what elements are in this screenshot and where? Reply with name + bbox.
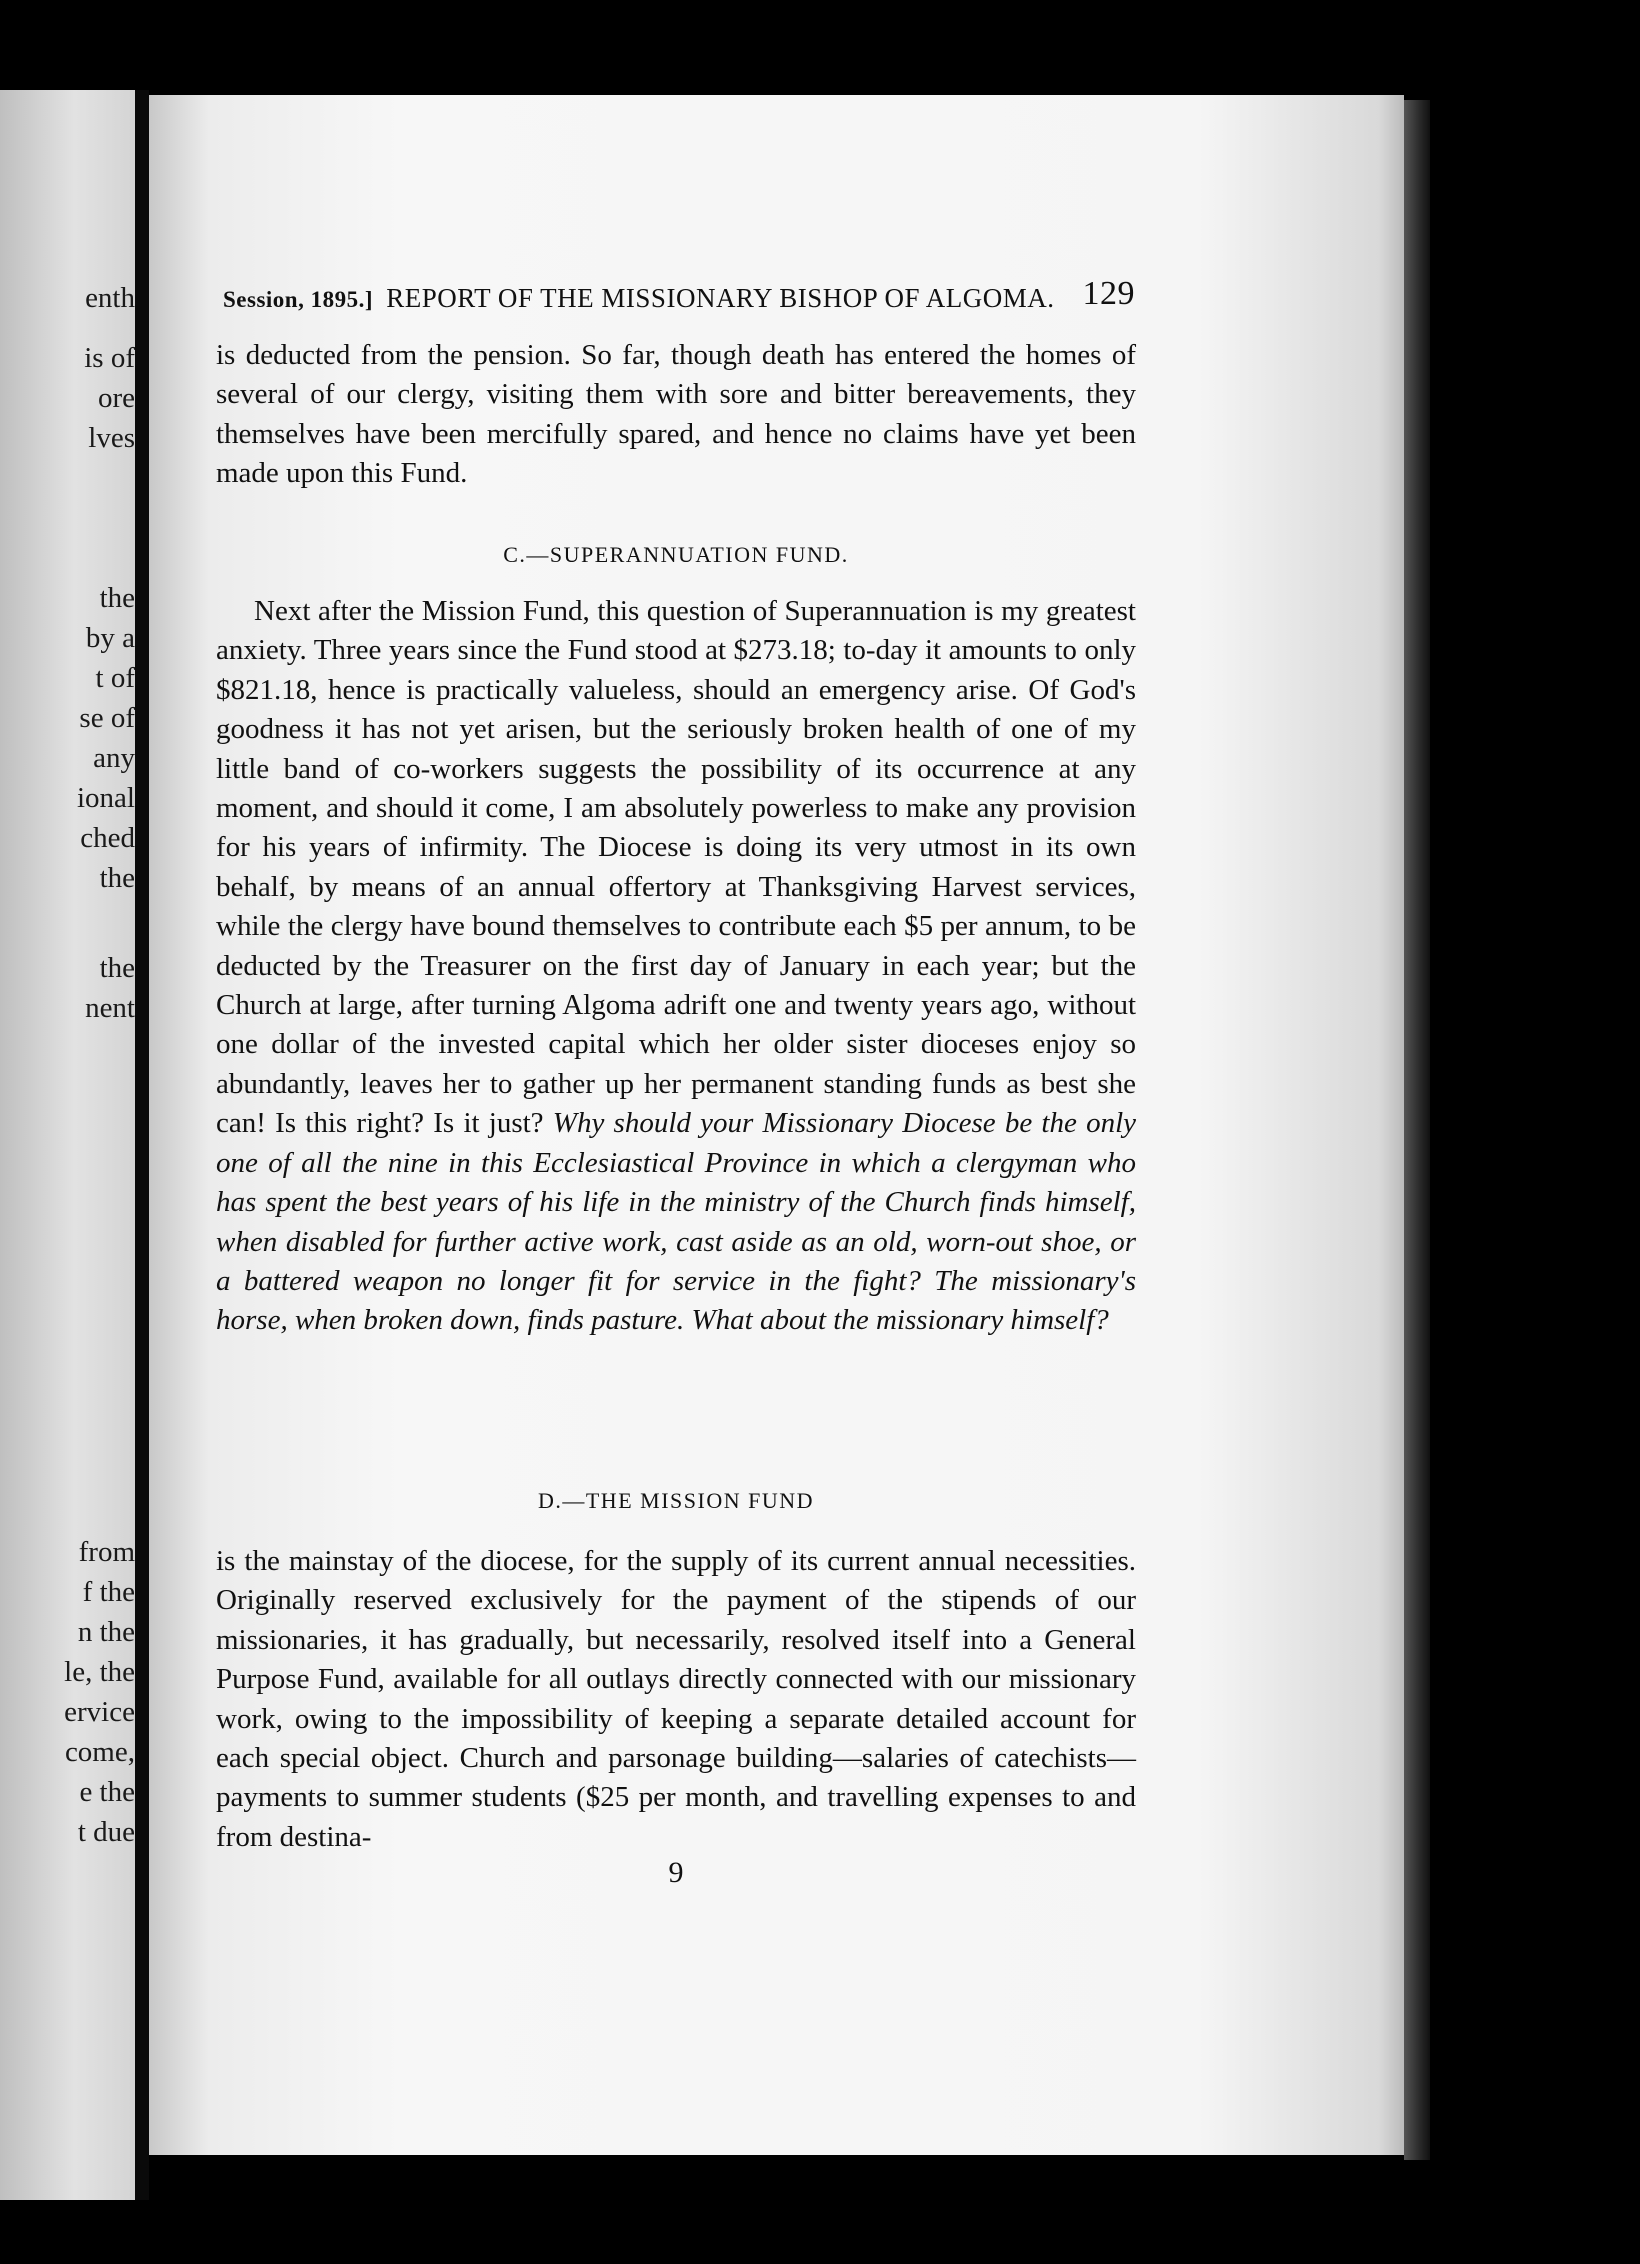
intro-paragraph: is deducted from the pension. So far, though death has entered the homes of several of our clergy, visiting them with sore and bitter bereavements, they themselves have been mercifully spared, and hence no claims have yet been made upon this Fund. <box>216 339 1136 490</box>
page-number: 129 <box>1082 275 1135 312</box>
section-d-body: is the mainstay of the diocese, for the supply of its current annual necessities. Originally reserved exclusively for the payment of the stipends of our missionaries, it has gradually, but necessarily, resolved itself into a General Purpose Fund, available for all outlays directly connected with our missionary work, owing to the impossibility of keeping a separate detailed account for each special object. Church and parsonage building—salaries of catechists—payments to summer students ($25 per month, and travelling expenses to and from destina- <box>216 1545 1136 1853</box>
book-gutter <box>135 90 149 2200</box>
facing-page-line: the <box>99 582 135 614</box>
facing-page-line: nent <box>85 992 135 1024</box>
report-title: REPORT OF THE MISSIONARY BISHOP OF ALGOMA. <box>386 283 1055 313</box>
session-label: Session, 1895.] <box>223 287 373 312</box>
intro-paragraph-block <box>216 336 1136 494</box>
facing-page-line: ervice <box>64 1696 135 1728</box>
facing-page-line: by a <box>85 622 135 654</box>
section-d-block <box>216 1542 1136 1857</box>
facing-page-line: enth <box>85 282 135 314</box>
facing-page-line: any <box>93 742 135 774</box>
facing-page-line: from <box>78 1536 135 1568</box>
running-header <box>223 275 1135 320</box>
section-d-heading: D.—THE MISSION FUND <box>537 1488 814 1513</box>
facing-page-line: ional <box>77 782 135 814</box>
facing-page-line: e the <box>79 1776 135 1808</box>
facing-page-line: n the <box>77 1616 135 1648</box>
facing-page-fragment <box>0 90 135 2200</box>
facing-page-line: t due <box>77 1816 135 1848</box>
section-c-heading: C.—SUPERANNUATION FUND. <box>503 542 849 567</box>
page-edge-shadow <box>1404 100 1430 2160</box>
facing-page-line: ched <box>80 822 135 854</box>
facing-page-line: le, the <box>64 1656 135 1688</box>
facing-page-line: ore <box>97 382 135 414</box>
facing-page-line: se of <box>79 702 135 734</box>
section-c-block <box>216 592 1136 1341</box>
facing-page-line: t of <box>95 662 135 694</box>
facing-page-line: lves <box>88 422 135 454</box>
section-c-body-roman: Next after the Mission Fund, this question of Superannuation is my greatest anxiety. Three years since the Fund stood at $273.18; to-day it amounts to only $821.18, hence is practically valueless, should an emergency arise. Of God's goodness it has not yet arisen, but the seriously broken health of one of my little band of co-workers suggests the possibility of its occurrence at any moment, and should it come, I am absolutely powerless to make any provision for his years of infirmity. The Diocese is doing its very utmost in its own behalf, by means of an annual offertory at Thanksgiving Harvest services, while the clergy have bound themselves to contribute each $5 per annum, to be deducted by the Treasurer on the first day of January in each year; but the Church at large, after turning Algoma adrift one and twenty years ago, without one dollar of the invested capital which her older sister dioceses enjoy so abundantly, leaves her to gather up her permanent standing funds as best she can! Is this right? Is it just? <box>216 595 1136 1140</box>
facing-page-line: the <box>99 862 135 894</box>
facing-page-line: is of <box>84 342 135 374</box>
facing-page-line: come, <box>64 1736 135 1768</box>
facing-page-line: the <box>99 952 135 984</box>
section-c-body-italic: Why should your Missionary Diocese be the only one of all the nine in this Ecclesiastical Province in which a clergyman who has spent the best years of his life in the ministry of the Church finds himself, when disabled for further active work, cast aside as an old, worn-out shoe, or a battered weapon no longer fit for service in the fight? The missionary's horse, when broken down, finds pasture. What about the missionary himself? <box>216 1107 1137 1337</box>
signature-mark: 9 <box>668 1856 684 1889</box>
section-c-body <box>216 592 1136 1341</box>
facing-page-line: f the <box>82 1576 135 1608</box>
